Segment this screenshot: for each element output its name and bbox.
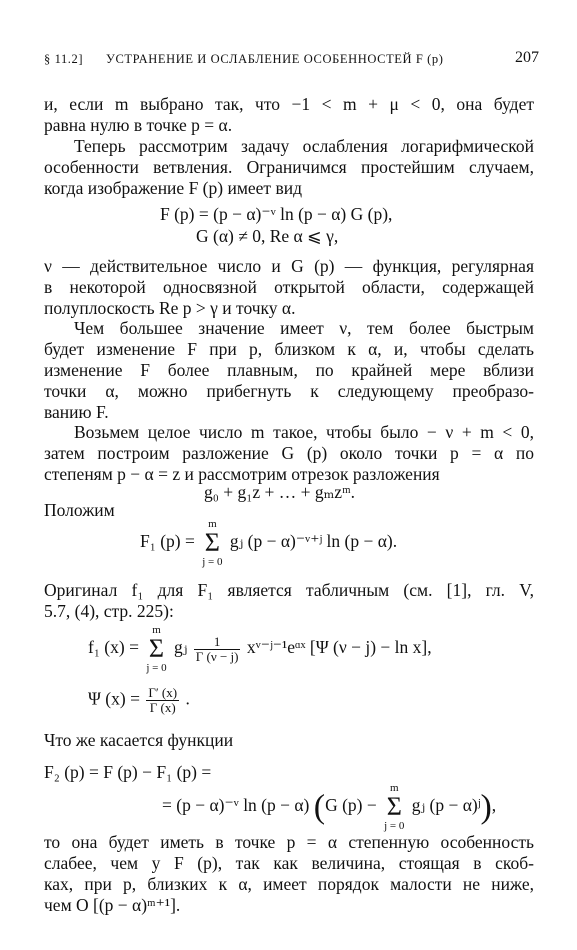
- formula-F-definition: F (p) = (p − α)⁻ᵛ ln (p − α) G (p),: [160, 204, 393, 224]
- text-line: ках, при p, близких к α, имеет порядок малости не ниже,: [44, 874, 534, 894]
- right-paren: ): [480, 788, 492, 826]
- formula-F2-line2: [162, 782, 496, 832]
- word-polozhim: Положим: [44, 500, 115, 520]
- paragraph-2: [44, 136, 534, 199]
- paragraph-1: [44, 94, 534, 136]
- formula-psi-lhs: Ψ (x) =: [88, 688, 140, 709]
- text-line: чем O [(p − α)ᵐ⁺¹].: [44, 895, 181, 915]
- text-line: затем построим разложение G (p) около точки p = α по: [44, 443, 534, 463]
- formula-f1: [88, 624, 432, 674]
- text-line: изменение F более плавным, по крайней мере вблизи: [44, 360, 534, 380]
- summation-symbol: [384, 782, 404, 832]
- text-line: когда изображение F (p) имеет вид: [44, 178, 302, 198]
- sigma-glyph: Σ: [386, 792, 402, 821]
- text-line: равна нулю в точке p = α.: [44, 115, 233, 135]
- coefficient-g: gⱼ: [173, 637, 188, 658]
- text-line: особенности ветвления. Ограничимся простейшим случаем,: [44, 157, 534, 177]
- formula-psi: [88, 686, 190, 715]
- text-line: степеням p − α = z и рассмотрим отрезок разложения: [44, 464, 440, 484]
- sum-lower-limit: j = 0: [384, 820, 405, 832]
- paragraph-5: [44, 422, 534, 485]
- formula-period: .: [185, 688, 190, 709]
- chapter-title: УСТРАНЕНИЕ И ОСЛАБЛЕНИЕ ОСОБЕННОСТЕЙ F (p): [106, 52, 444, 66]
- left-paren: (: [313, 788, 326, 826]
- formula-f1-lhs: f₁ (x) =: [88, 637, 139, 658]
- fraction-numerator: Γ′ (x): [148, 685, 178, 700]
- sum-upper-limit: m: [152, 624, 161, 636]
- formula-F2-series: gⱼ (p − α)ʲ: [411, 795, 481, 816]
- formula-conditions: G (α) ≠ 0, Re α ⩽ γ,: [196, 226, 339, 246]
- formula-F2-prefix: = (p − α)⁻ᵛ ln (p − α): [162, 795, 310, 816]
- text-line: ν — действительное число и G (p) — функция, регулярная: [44, 256, 534, 276]
- sum-upper-limit: m: [208, 518, 217, 530]
- digamma-fraction: [146, 686, 179, 715]
- text-line: Оригинал f₁ для F₁ является табличным (см. [1], гл. V,: [44, 580, 534, 600]
- fraction-numerator: 1: [194, 635, 241, 650]
- summation-symbol: [146, 624, 166, 674]
- gamma-fraction: [194, 635, 241, 664]
- summation-symbol: [202, 518, 222, 568]
- sum-upper-limit: m: [389, 782, 399, 794]
- text-line: полуплоскость Re p > γ и точку α.: [44, 298, 296, 318]
- text-line: и, если m выбрано так, что −1 < m + μ < 0, она будет: [44, 94, 534, 114]
- formula-F2-G: G (p) −: [325, 795, 377, 816]
- paragraph-8: [44, 832, 534, 916]
- formula-F2-comma: ,: [491, 795, 497, 816]
- text-line: Теперь рассмотрим задачу ослабления логарифмической: [74, 136, 534, 156]
- fraction-denominator: Γ (x): [149, 700, 176, 715]
- formula-F1-body: gⱼ (p − α)⁻ᵛ⁺ʲ ln (p − α).: [229, 531, 398, 552]
- text-line: точки α, можно прибегнуть к следующему преобразо-: [44, 381, 534, 401]
- text-line: Чем большее значение имеет ν, тем более быстрым: [74, 318, 534, 338]
- text-line: в некоторой односвязной открытой области, содержащей: [44, 277, 534, 297]
- running-header: [44, 47, 539, 69]
- fraction-denominator: Γ (ν − j): [195, 648, 239, 664]
- paragraph-6: [44, 580, 534, 622]
- text-line: ванию F.: [44, 402, 109, 422]
- text-line: будет изменение F при p, близком к α, и, чтобы сделать: [44, 339, 534, 359]
- formula-expansion-segment: g₀ + g₁z + … + gₘzᵐ.: [204, 482, 356, 502]
- sum-lower-limit: j = 0: [146, 662, 167, 674]
- sigma-glyph: Σ: [204, 528, 220, 557]
- text-line: слабее, чем у F (p), так как величина, стоящая в скоб-: [44, 853, 534, 873]
- sum-lower-limit: j = 0: [202, 556, 223, 568]
- sigma-glyph: Σ: [148, 634, 165, 663]
- text-line: 5.7, (4), стр. 225):: [44, 601, 174, 621]
- formula-F1-lhs: F₁ (p) =: [140, 531, 195, 552]
- paragraph-3: [44, 256, 534, 319]
- paragraph-7: Что же касается функции: [44, 730, 234, 750]
- formula-f1-rest: xᵛ⁻ʲ⁻¹eᵅˣ [Ψ (ν − j) − ln x],: [246, 637, 432, 658]
- page-number: 207: [515, 49, 539, 66]
- section-number: § 11.2]: [44, 52, 84, 66]
- paragraph-4: [44, 318, 534, 423]
- formula-F1: [140, 518, 397, 568]
- formula-F2-line1: F₂ (p) = F (p) − F₁ (p) =: [44, 762, 212, 782]
- text-line: то она будет иметь в точке p = α степенную особенность: [44, 832, 534, 852]
- text-line: Возьмем целое число m такое, чтобы было − ν + m < 0,: [74, 422, 534, 442]
